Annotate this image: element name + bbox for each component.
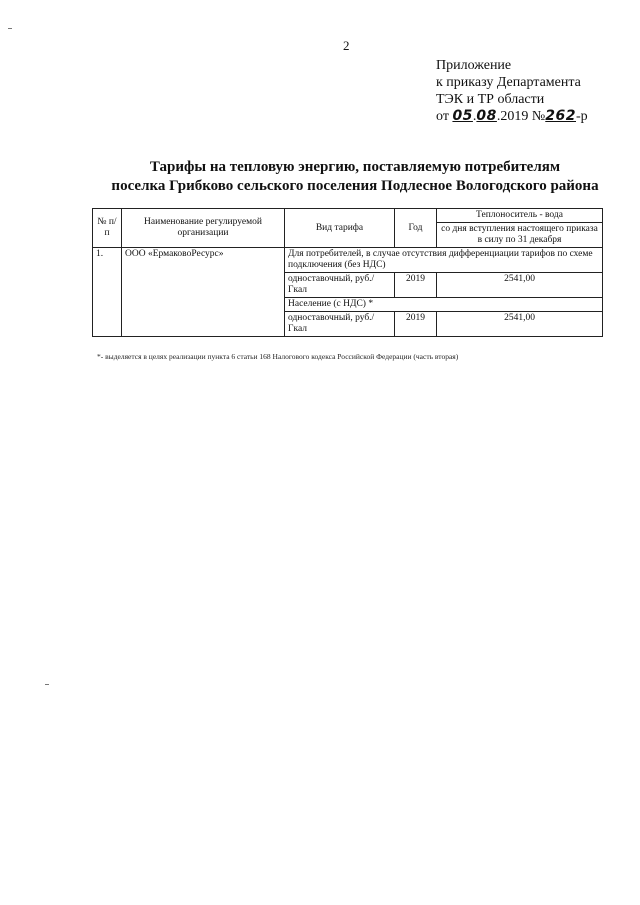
title-line-1: Тарифы на тепловую энергию, поставляемую потребителям: [149, 159, 561, 175]
header-org: Наименование регулируемой организации: [122, 209, 285, 248]
cell-group2-label: Население (с НДС) *: [285, 298, 603, 312]
year-part: .2019 №: [496, 109, 546, 124]
cell-group1-value: 2541,00: [437, 273, 603, 298]
header-num: № п/п: [93, 209, 122, 248]
cell-group1-label: Для потребителей, в случае отсутствия дифференциации тарифов по схеме подключения (без НДС): [285, 248, 603, 273]
cell-org: ООО «ЕрмаковоРесурс»: [122, 248, 285, 337]
annex-line-1: Приложение: [436, 58, 512, 73]
cell-group2-type: одноставочный, руб./Гкал: [285, 312, 395, 337]
annex-line-2: к приказу Департамента: [436, 75, 581, 90]
header-type: Вид тарифа: [285, 209, 395, 248]
cell-group2-year: 2019: [395, 312, 437, 337]
table-header-row: [93, 209, 603, 223]
cell-group2-value: 2541,00: [437, 312, 603, 337]
tariff-table: [92, 208, 603, 337]
header-year: Год: [395, 209, 437, 248]
title-line-2: поселка Грибково сельского поселения Подлесное Вологодского района: [111, 178, 599, 194]
scan-mark: [45, 684, 49, 685]
footnote: *- выделяется в целях реализации пункта 6 статьи 168 Налогового кодекса Российской Федерации (часть вторая): [97, 352, 459, 361]
page-number: 2: [343, 38, 350, 53]
handwritten-order-number: 262: [545, 108, 576, 124]
header-carrier: Теплоноситель - вода: [437, 209, 603, 223]
cell-group1-year: 2019: [395, 273, 437, 298]
annex-date-line: от 05.08.2019 №262-р: [436, 108, 588, 124]
order-suffix: -р: [576, 109, 588, 124]
handwritten-day: 05: [452, 108, 473, 124]
cell-group1-type: одноставочный, руб./Гкал: [285, 273, 395, 298]
cell-num: 1.: [93, 248, 122, 337]
table-row: [93, 248, 603, 273]
handwritten-month: 08: [476, 108, 497, 124]
header-period: со дня вступления настоящего приказа в силу по 31 декабря: [437, 223, 603, 248]
annex-header: [436, 57, 588, 125]
annex-line-3: ТЭК и ТР области: [436, 92, 545, 107]
document-title: [90, 158, 620, 196]
scan-mark: [8, 28, 12, 29]
date-prefix: от: [436, 109, 449, 124]
